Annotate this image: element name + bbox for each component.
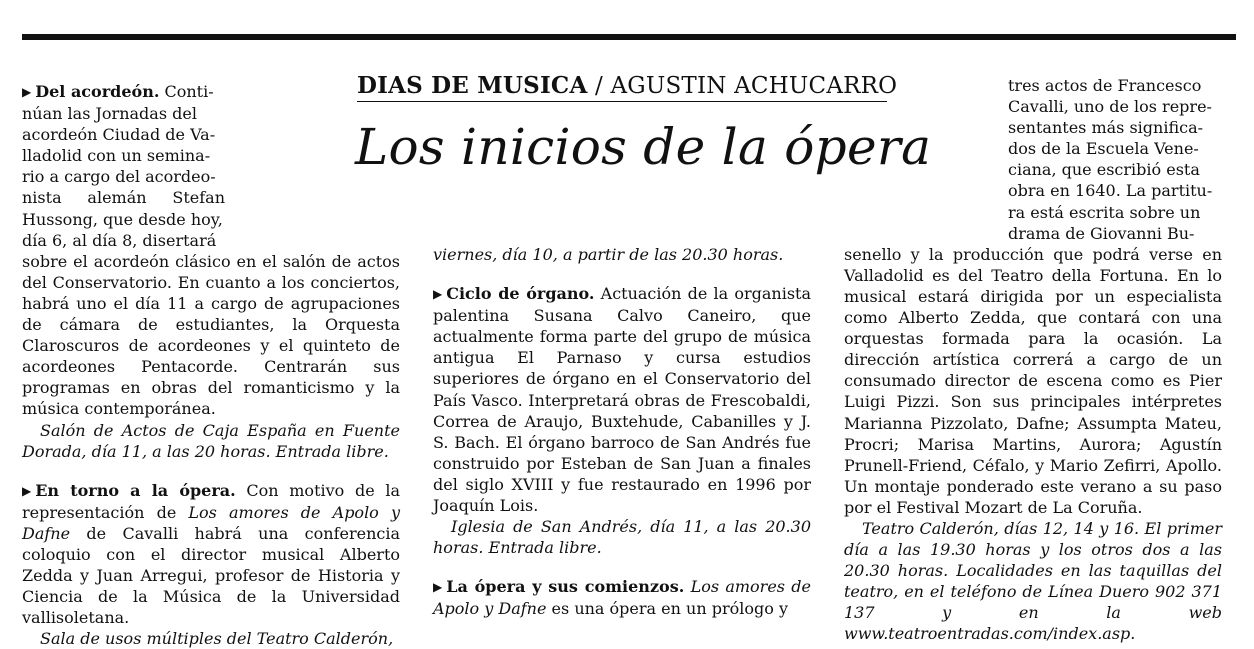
column-2 [433,244,811,620]
top-rule [22,34,1236,40]
comienzos-body: es una ópera en un prólogo y [551,599,788,619]
opera-text-a: Con motivo de la representación de [22,480,401,522]
headline: Los inicios de la ópera [355,118,932,176]
column-1 [22,81,400,649]
acordeon-title: Del acordeón. [35,82,160,101]
organo-item [433,283,811,516]
col3-line: ra está escrita sobre un [1008,202,1201,222]
comienzos-item [433,576,811,619]
acordeon-line: núan las Jornadas del [22,104,197,124]
opera-title: En torno a la ópera. [35,480,236,500]
acordeon-line: rio a cargo del acordeo- [22,167,216,187]
acordeon-lead-text: Conti- [164,82,214,101]
col3-body: senello y la producción que podrá verse en Valladolid es del Teatro della Fortuna. En lo musical estará dirigida por un especialista como Alberto Zedda, que contará con una orquestas formada para la ocasión. La dirección artística correrá a cargo de un consumado director de escena como es Pier Luigi Pizzi. Son sus principales intérpretes Marianna Pizzolato, Dafne; Assumpta Mateu, Procri; Marisa Martins, Aurora; Agustín Prunell-Friend, Céfalo, y Mario Zefirri, Apollo. Un montaje ponderado este verano a su paso por el Festival Mozart de La Coruña. [844,244,1222,517]
acordeon-line: nista alemán Stefan [22,188,225,208]
acordeon-lead [22,81,225,103]
col3-line: dos de la Escuela Vene- [1008,139,1199,159]
bullet-triangle-icon: ▶ [22,483,32,498]
opera-item [22,480,400,629]
comienzos-title: La ópera y sus comienzos. [446,577,685,597]
bullet-triangle-icon: ▶ [22,85,32,99]
acordeon-line: día 6, al día 8, disertará [22,230,217,250]
bullet-triangle-icon: ▶ [433,580,443,595]
acordeon-line: Hussong, que desde hoy, [22,209,223,229]
col3-line: obra en 1640. La partitu- [1008,181,1213,201]
organo-body: Actuación de la organista palentina Susana Calvo Caneiro, que actualmente forma parte del grupo de música antigua El Parnaso y cursa estudios superiores de órgano en el Conservatorio del País Vasco. Interpretará obras de Frescobaldi, Correa de Araujo, Buxtehude, Cabanilles y J. S. Bach. El órgano barroco de San Andrés fue construido por Esteban de San Juan a finales del siglo XVIII y fue restaurado en 1996 por Joaquín Lois. [433,284,811,516]
acordeon-line: lladolid con un semina- [22,146,211,166]
acordeon-line: acordeón Ciudad de Va- [22,125,216,145]
acordeon-body: sobre el acordeón clásico en el salón de actos del Conservatorio. En cuanto a los conciertos, habrá uno el día 11 a cargo de agrupaciones de cámara de estudiantes, la Orquesta Claroscuros de acordeones y el quinteto de acordeones Pentacorde. Centrarán sus programas en obras del romanticismo y la música contemporánea. [22,251,400,419]
col3-line: drama de Giovanni Bu- [1008,223,1195,243]
author-name: AGUSTIN ACHUCARRO [610,73,898,99]
comienzos-work: Los amores de Apolo y Dafne [433,577,811,619]
opera-venue: Sala de usos múltiples del Teatro Calderón, [40,629,394,649]
col3-line: ciana, que escribió esta [1008,160,1200,180]
organo-title: Ciclo de órgano. [446,284,595,304]
opera-venue-continued: viernes, día 10, a partir de las 20.30 horas. [433,245,784,264]
opera-text-b: de Cavalli habrá una conferencia coloquio con el director musical Alberto Zedda y Juan Arregui, profesor de Historia y Ciencia de la Música de la Universidad vallisoletana. [22,523,400,628]
opera-work: Los amores de Apolo y Dafne [22,502,400,543]
section-name: DIAS DE MUSICA [357,72,588,99]
calderon-venue: Teatro Calderón, días 12, 14 y 16. El primer día a las 19.30 horas y los otros dos a las 20.30 horas. Localidades en las taquillas del teatro, en el teléfono de Línea Duero 902 371 137 y en la web www.teatroentradas.com/index.asp. [844,518,1222,644]
column-3 [844,75,1222,645]
acordeon-venue: Salón de Actos de Caja España en Fuente Dorada, día 11, a las 20 horas. Entrada libre. [22,420,400,461]
organo-venue: Iglesia de San Andrés, día 11, a las 20.30 horas. Entrada libre. [433,517,811,558]
acordeon-narrow-block [22,81,225,251]
col3-line: sentantes más significa- [1008,118,1204,138]
col3-narrow-block [1008,75,1222,244]
bullet-triangle-icon: ▶ [433,287,443,302]
col3-line: Cavalli, uno de los repre- [1008,97,1212,117]
kicker-separator: / [595,73,603,99]
section-kicker [357,72,898,102]
col3-line: tres actos de Francesco [1008,76,1202,95]
